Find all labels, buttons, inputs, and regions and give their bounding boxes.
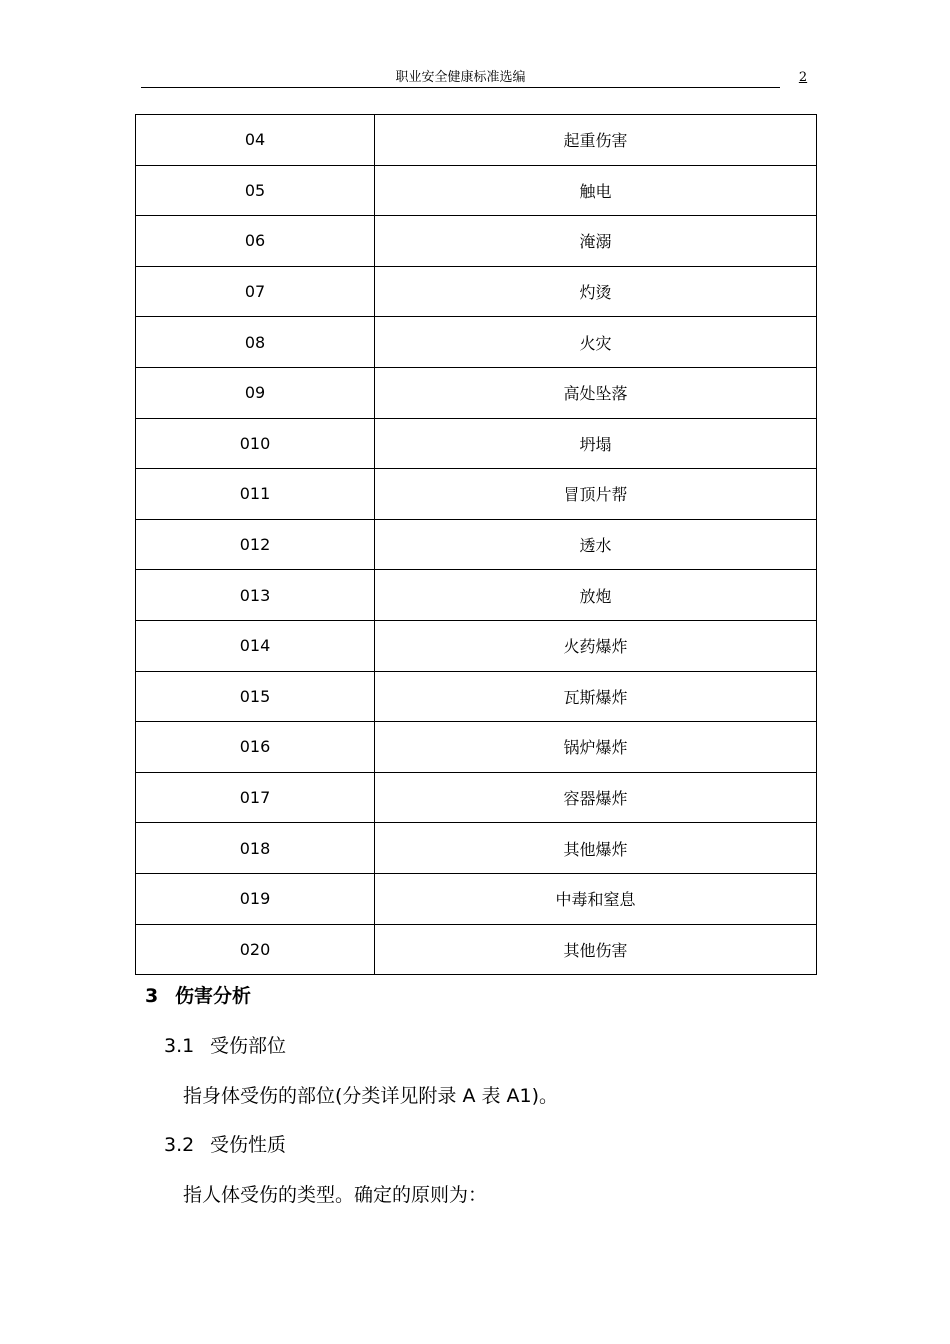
table-row [136,266,817,317]
code-cell: 016 [136,722,375,773]
table-row [136,367,817,418]
code-cell: 05 [136,165,375,216]
injury-type-cell: 高处坠落 [375,367,817,418]
injury-type-cell: 火灾 [375,317,817,368]
code-cell: 06 [136,216,375,267]
injury-type-cell: 瓦斯爆炸 [375,671,817,722]
code-cell: 018 [136,823,375,874]
table-row [136,519,817,570]
table-row [136,570,817,621]
table-row [136,671,817,722]
code-cell: 019 [136,873,375,924]
table-row [136,924,817,975]
table-row [136,620,817,671]
code-cell: 013 [136,570,375,621]
injury-type-cell: 淹溺 [375,216,817,267]
injury-type-cell: 火药爆炸 [375,620,817,671]
code-cell: 014 [136,620,375,671]
injury-type-cell: 起重伤害 [375,115,817,166]
code-cell: 07 [136,266,375,317]
header-title: 职业安全健康标准选编 [395,70,526,85]
subsection-title: 受伤性质 [210,1134,287,1156]
table-row [136,469,817,520]
header-rule [141,87,780,88]
injury-type-cell: 其他伤害 [375,924,817,975]
injury-type-cell: 灼烫 [375,266,817,317]
section-number: 3 [145,985,159,1007]
code-cell: 017 [136,772,375,823]
injury-type-cell: 容器爆炸 [375,772,817,823]
table-body [136,115,817,975]
table-row [136,216,817,267]
subsection-number: 3.2 [164,1134,195,1156]
section-heading [145,984,251,1008]
table-row [136,418,817,469]
injury-type-cell: 坍塌 [375,418,817,469]
code-cell: 010 [136,418,375,469]
table-row [136,115,817,166]
code-cell: 011 [136,469,375,520]
injury-type-cell: 触电 [375,165,817,216]
subsection-heading-3-1 [164,1034,286,1058]
table-row [136,873,817,924]
subsection-paragraph-3-1: 指身体受伤的部位(分类详见附录 A 表 A1)。 [183,1085,559,1107]
injury-type-cell: 透水 [375,519,817,570]
code-cell: 09 [136,367,375,418]
code-cell: 020 [136,924,375,975]
injury-type-cell: 锅炉爆炸 [375,722,817,773]
injury-type-table [135,114,817,975]
page-number: 2 [798,70,808,85]
code-cell: 015 [136,671,375,722]
table-row [136,165,817,216]
subsection-title: 受伤部位 [210,1035,287,1057]
subsection-heading-3-2 [164,1133,286,1157]
code-cell: 04 [136,115,375,166]
injury-type-cell: 其他爆炸 [375,823,817,874]
subsection-number: 3.1 [164,1035,195,1057]
table-row [136,772,817,823]
code-cell: 012 [136,519,375,570]
section-title: 伤害分析 [175,985,252,1007]
injury-type-cell: 中毒和窒息 [375,873,817,924]
table-row [136,722,817,773]
code-cell: 08 [136,317,375,368]
table-row [136,317,817,368]
injury-type-cell: 放炮 [375,570,817,621]
table-row [136,823,817,874]
injury-type-cell: 冒顶片帮 [375,469,817,520]
subsection-paragraph-3-2: 指人体受伤的类型。确定的原则为： [183,1184,488,1206]
